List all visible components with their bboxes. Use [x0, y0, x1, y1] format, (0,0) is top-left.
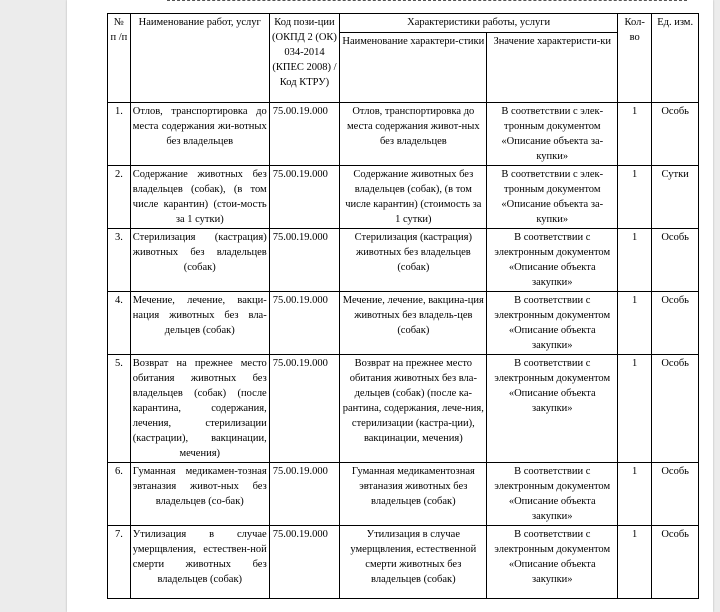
row-code: 75.00.19.000 — [269, 526, 340, 599]
table-row — [108, 355, 699, 463]
header-num: № п /п — [108, 14, 131, 103]
row-code: 75.00.19.000 — [269, 463, 340, 526]
row-unit: Особь — [652, 355, 699, 463]
row-unit: Особь — [652, 103, 699, 166]
row-num: 2. — [108, 166, 131, 229]
row-char-value: В соответствии с элек-тронным документом «Описание объекта за-купки» — [487, 103, 618, 166]
row-unit: Особь — [652, 526, 699, 599]
row-name: Гуманная медикамен-тозная эвтаназия живот-ных без владельцев (со-бак) — [130, 463, 269, 526]
row-qty: 1 — [618, 229, 652, 292]
table-row — [108, 103, 699, 166]
table-row — [108, 166, 699, 229]
row-code: 75.00.19.000 — [269, 292, 340, 355]
row-code: 75.00.19.000 — [269, 355, 340, 463]
row-unit: Особь — [652, 229, 699, 292]
row-unit: Особь — [652, 292, 699, 355]
row-name: Возврат на прежнее место обитания животных без владельцев (собак) (после карантина, содержания, лечения, стерилизации (кастрации), вакцинации, мечения) — [130, 355, 269, 463]
table-row — [108, 463, 699, 526]
row-char-name: Содержание животных без владельцев (собак), (в том числе карантин) (стоимость за 1 сутки) — [340, 166, 487, 229]
row-char-name: Гуманная медикаментозная эвтаназия животных без владельцев (собак) — [340, 463, 487, 526]
row-name: Мечение, лечение, вакци-нация животных без вла-дельцев (собак) — [130, 292, 269, 355]
table-row — [108, 526, 699, 599]
table-row — [108, 229, 699, 292]
row-num: 1. — [108, 103, 131, 166]
row-char-value: В соответствии с электронным документом «Описание объекта закупки» — [487, 229, 618, 292]
header-unit: Ед. изм. — [652, 14, 699, 103]
row-char-value: В соответствии с электронным документом «Описание объекта закупки» — [487, 355, 618, 463]
row-qty: 1 — [618, 526, 652, 599]
row-qty: 1 — [618, 355, 652, 463]
row-qty: 1 — [618, 292, 652, 355]
row-unit: Сутки — [652, 166, 699, 229]
row-char-name: Мечение, лечение, вакцина-ция животных без владель-цев (собак) — [340, 292, 487, 355]
document-page — [67, 0, 713, 612]
header-char-value: Значение характеристи-ки — [487, 33, 618, 103]
row-num: 4. — [108, 292, 131, 355]
row-num: 6. — [108, 463, 131, 526]
row-num: 7. — [108, 526, 131, 599]
row-code: 75.00.19.000 — [269, 166, 340, 229]
header-name: Наименование работ, услуг — [130, 14, 269, 103]
row-char-name: Возврат на прежнее место обитания животных без вла-дельцев (собак) (после ка-рантина, содержания, лече-ния, стерилизации (кастра-ции), вакцинации, мечения) — [340, 355, 487, 463]
row-name: Отлов, транспортировка до места содержания жи-вотных без владельцев — [130, 103, 269, 166]
header-qty: Кол-во — [618, 14, 652, 103]
header-characteristics: Характеристики работы, услуги — [340, 14, 618, 33]
row-char-value: В соответствии с электронным документом «Описание объекта закупки» — [487, 292, 618, 355]
row-char-value: В соответствии с элек-тронным документом «Описание объекта за-купки» — [487, 166, 618, 229]
row-code: 75.00.19.000 — [269, 229, 340, 292]
page-top-rule — [167, 0, 687, 5]
row-num: 5. — [108, 355, 131, 463]
row-num: 3. — [108, 229, 131, 292]
row-char-value: В соответствии с электронным документом «Описание объекта закупки» — [487, 463, 618, 526]
row-char-name: Отлов, транспортировка до места содержания живот-ных без владельцев — [340, 103, 487, 166]
row-qty: 1 — [618, 463, 652, 526]
row-char-name: Стерилизация (кастрация) животных без владельцев (собак) — [340, 229, 487, 292]
row-name: Содержание животных без владельцев (собак), (в том числе карантин) (стои-мость за 1 сутки) — [130, 166, 269, 229]
row-code: 75.00.19.000 — [269, 103, 340, 166]
row-char-value: В соответствии с электронным документом «Описание объекта закупки» — [487, 526, 618, 599]
row-qty: 1 — [618, 166, 652, 229]
header-char-name: Наименование характери-стики — [340, 33, 487, 103]
row-qty: 1 — [618, 103, 652, 166]
row-name: Утилизация в случае умерщвления, естествен-ной смерти животных без владельцев (собак) — [130, 526, 269, 599]
row-char-name: Утилизация в случае умерщвления, естественной смерти животных без владельцев (собак) — [340, 526, 487, 599]
row-unit: Особь — [652, 463, 699, 526]
services-table — [107, 13, 699, 599]
table-row — [108, 292, 699, 355]
row-name: Стерилизация (кастрация) животных без владельцев (собак) — [130, 229, 269, 292]
header-code: Код пози-ции (ОКПД 2 (ОК) 034-2014 (КПЕС 2008) /Код КТРУ) — [269, 14, 340, 103]
